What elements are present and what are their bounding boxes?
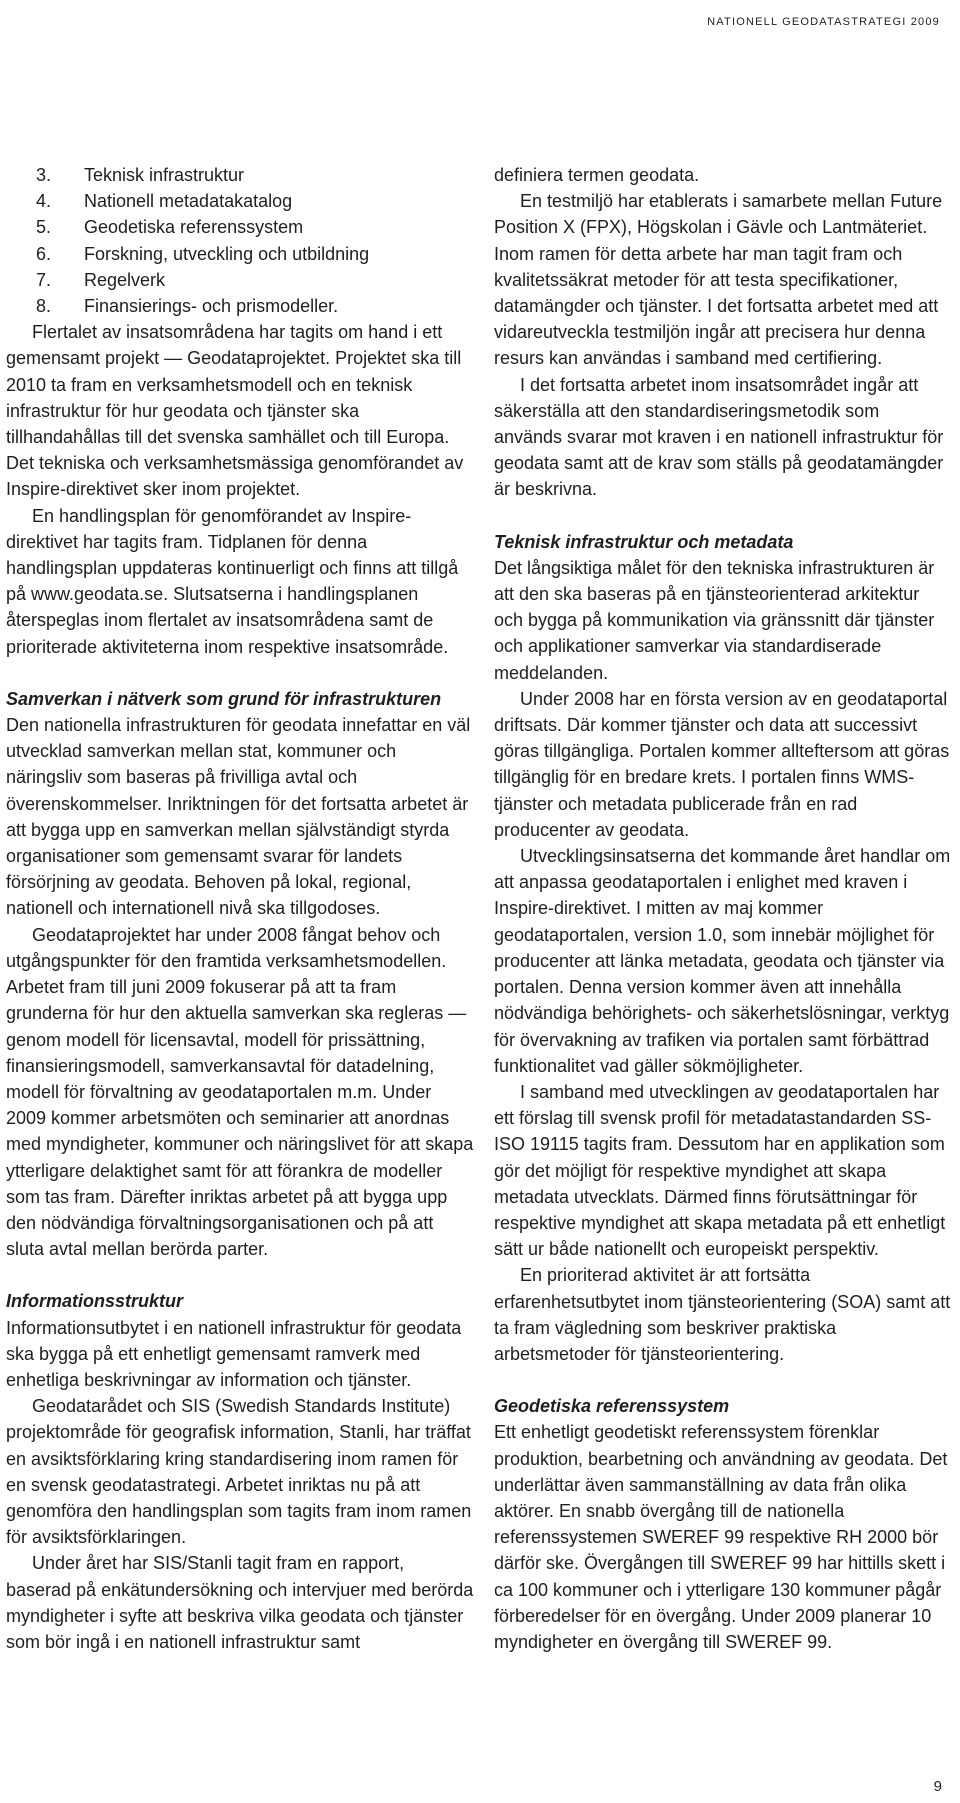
running-head: NATIONELL GEODATASTRATEGI 2009 bbox=[707, 16, 940, 28]
list-text: Geodetiska referenssystem bbox=[84, 217, 304, 238]
insatsomraden-list bbox=[6, 162, 474, 319]
paragraph: definiera termen geodata. bbox=[494, 165, 700, 185]
section-heading: Informationsstruktur bbox=[6, 1291, 184, 1312]
paragraph: En prioriterad aktivitet är att fortsätta erfarenhetsutbytet inom tjänsteorientering (SOA) samt att ta fram vägledning som beskriver praktiska arbetsmetoder för tjänsteorientering. bbox=[494, 1265, 951, 1364]
paragraph: I samband med utvecklingen av geodataportalen har ett förslag till svensk profil för metadatastandarden SS-ISO 19115 tagits fram. Dessutom har en applikation som gör det möjligt för respektive myndighet att skapa metadata utvecklats. Därmed finns förutsättningar för respektive myndighet att skapa metadata på ett enhetligt sätt ur både nationellt och europeiskt perspektiv. bbox=[494, 1081, 946, 1260]
list-number: 7. bbox=[36, 269, 52, 290]
list-item bbox=[6, 162, 474, 188]
paragraph: I det fortsatta arbetet inom insatsområdet ingår att säkerställa att den standardiseringsmetodik som används svarar mot kraven i en nationell infrastruktur för geodata samt att de krav som ställs på geodatamängder är beskrivna. bbox=[494, 374, 944, 500]
list-number: 4. bbox=[36, 191, 52, 212]
list-number: 5. bbox=[36, 217, 52, 238]
left-column bbox=[6, 162, 474, 1655]
list-item bbox=[6, 214, 474, 240]
list-text: Regelverk bbox=[84, 269, 166, 290]
list-number: 8. bbox=[36, 296, 52, 317]
list-text: Nationell metadatakatalog bbox=[84, 191, 293, 212]
paragraph: Utvecklingsinsatserna det kommande året handlar om att anpassa geodataportalen i enlighet med kraven i Inspire-direktivet. I mitten av maj kommer geodataportalen, version 1.0, som innebär möjlighet för producenter att länka metadata, geodata och tjänster via portalen. Denna version kommer även att innehålla nödvändiga behörighets- och säkerhetslösningar, verktyg för övervakning av trafiken via portalen samt förbättrad funktionalitet vad gäller sökmöjligheter. bbox=[494, 846, 951, 1076]
list-text: Teknisk infrastruktur bbox=[84, 165, 245, 185]
list-item bbox=[6, 188, 474, 214]
list-item bbox=[6, 241, 474, 267]
paragraph: Geodatarådet och SIS (Swedish Standards Institute) projektområde för geografisk information, Stanli, har träffat en avsiktsförklaring kring standardisering inom ramen för en svensk geodatastrategi. Arbetet inriktas nu på att genomföra den handlingsplan som tagits fram inom ramen för avsiktsförklaringen. bbox=[6, 1396, 472, 1548]
list-text: Forskning, utveckling och utbildning bbox=[84, 243, 370, 264]
paragraph: En handlingsplan för genomförandet av Inspire-direktivet har tagits fram. Tidplanen för denna handlingsplan uppdateras kontinuerligt och finns att tillgå på www.geodata.se. Slutsatserna i handlingsplanen återspeglas inom flertalet av insatsområdena samt de prioriterade aktiviteterna inom respektive insatsområde. bbox=[6, 505, 459, 657]
paragraph: Under året har SIS/Stanli tagit fram en rapport, baserad på enkätundersökning och intervjuer med berörda myndigheter i syfte att beskriva vilka geodata och tjänster som bör ingå i en nationell infrastruktur samt bbox=[6, 1553, 474, 1652]
section-heading: Samverkan i nätverk som grund för infrastrukturen bbox=[6, 688, 442, 709]
paragraph: Den nationella infrastrukturen för geodata innefattar en väl utvecklad samverkan mellan stat, kommuner och näringsliv som baseras på frivilliga avtal och överenskommelser. Inriktningen för det fortsatta arbetet är att bygga upp en samverkan mellan självständigt styrda organisationer som gemensamt svarar för landets försörjning av geodata. Behoven på lokal, regional, nationell och internationell nivå ska tillgodoses. bbox=[6, 715, 471, 919]
paragraph: En testmiljö har etablerats i samarbete mellan Future Position X (FPX), Högskolan i Gävle och Lantmäteriet. Inom ramen för detta arbete har man tagit fram och kvalitetssäkrat metoder för att testa specifikationer, datamängder och tjänster. I det fortsatta arbetet med att vidareutveckla testmiljön ingår att precisera hur denna resurs kan användas i samband med certifiering. bbox=[494, 191, 943, 369]
list-number: 3. bbox=[36, 165, 52, 185]
section-heading: Teknisk infrastruktur och metadata bbox=[494, 531, 794, 552]
right-column bbox=[494, 162, 952, 1655]
paragraph: Informationsutbytet i en nationell infrastruktur för geodata ska bygga på ett enhetligt gemensamt ramverk med enhetliga beskrivningar av information och tjänster. bbox=[6, 1317, 462, 1390]
paragraph: Ett enhetligt geodetiskt referenssystem förenklar produktion, bearbetning och användning av geodata. Det underlättar även sammanställning av data från olika aktörer. En snabb övergång till de nationella referenssystemen SWEREF 99 respektive RH 2000 bör därför ske. Övergången till SWEREF 99 har hittills skett i ca 100 kommuner och i ytterligare 130 kommuner pågår förberedelser för en övergång. Under 2009 planerar 10 myndigheter en övergång till SWEREF 99. bbox=[494, 1422, 948, 1652]
page-number: 9 bbox=[933, 1778, 942, 1795]
list-number: 6. bbox=[36, 243, 52, 264]
list-item bbox=[6, 267, 474, 293]
paragraph: Flertalet av insatsområdena har tagits om hand i ett gemensamt projekt — Geodataprojektet. Projektet ska till 2010 ta fram en verksamhetsmodell och en teknisk infrastruktur för hur geodata och tjänster ska tillhandahållas till det svenska samhället och till Europa. Det tekniska och verksamhetsmässiga genomförandet av Inspire-direktivet sker inom projektet. bbox=[6, 322, 464, 500]
section-heading: Geodetiska referenssystem bbox=[494, 1396, 730, 1417]
paragraph: Geodataprojektet har under 2008 fångat behov och utgångspunkter för den framtida verksamhetsmodellen. Arbetet fram till juni 2009 fokuserar på att ta fram grunderna för hur den aktuella samverkan ska regleras — genom modell för licensavtal, modell för prissättning, finansieringsmodell, samverkansavtal för datadelning, modell för förvaltning av geodataportalen m.m. Under 2009 kommer arbetsmöten och seminarier att anordnas med myndigheter, kommuner och näringslivet för att skapa ytterligare delaktighet samt för att förankra de modeller som tas fram. Därefter inriktas arbetet på att bygga upp den nödvändiga förvaltningsorganisationen och på att sluta avtal mellan berörda parter. bbox=[6, 924, 474, 1260]
list-text: Finansierings- och prismodeller. bbox=[84, 296, 339, 317]
paragraph: Det långsiktiga målet för den tekniska infrastrukturen är att den ska baseras på en tjänsteorienterad arkitektur och bygga på kommunikation via gränssnitt där tjänster och applikationer samverkar via standardiserade meddelanden. bbox=[494, 557, 935, 683]
paragraph: Under 2008 har en första version av en geodataportal driftsats. Där kommer tjänster och data att successivt göras tillgängliga. Portalen kommer allteftersom att göras tillgänglig för en bredare krets. I portalen finns WMS-tjänster och metadata publicerade från en rad producenter av geodata. bbox=[494, 688, 950, 840]
list-item bbox=[6, 293, 474, 319]
